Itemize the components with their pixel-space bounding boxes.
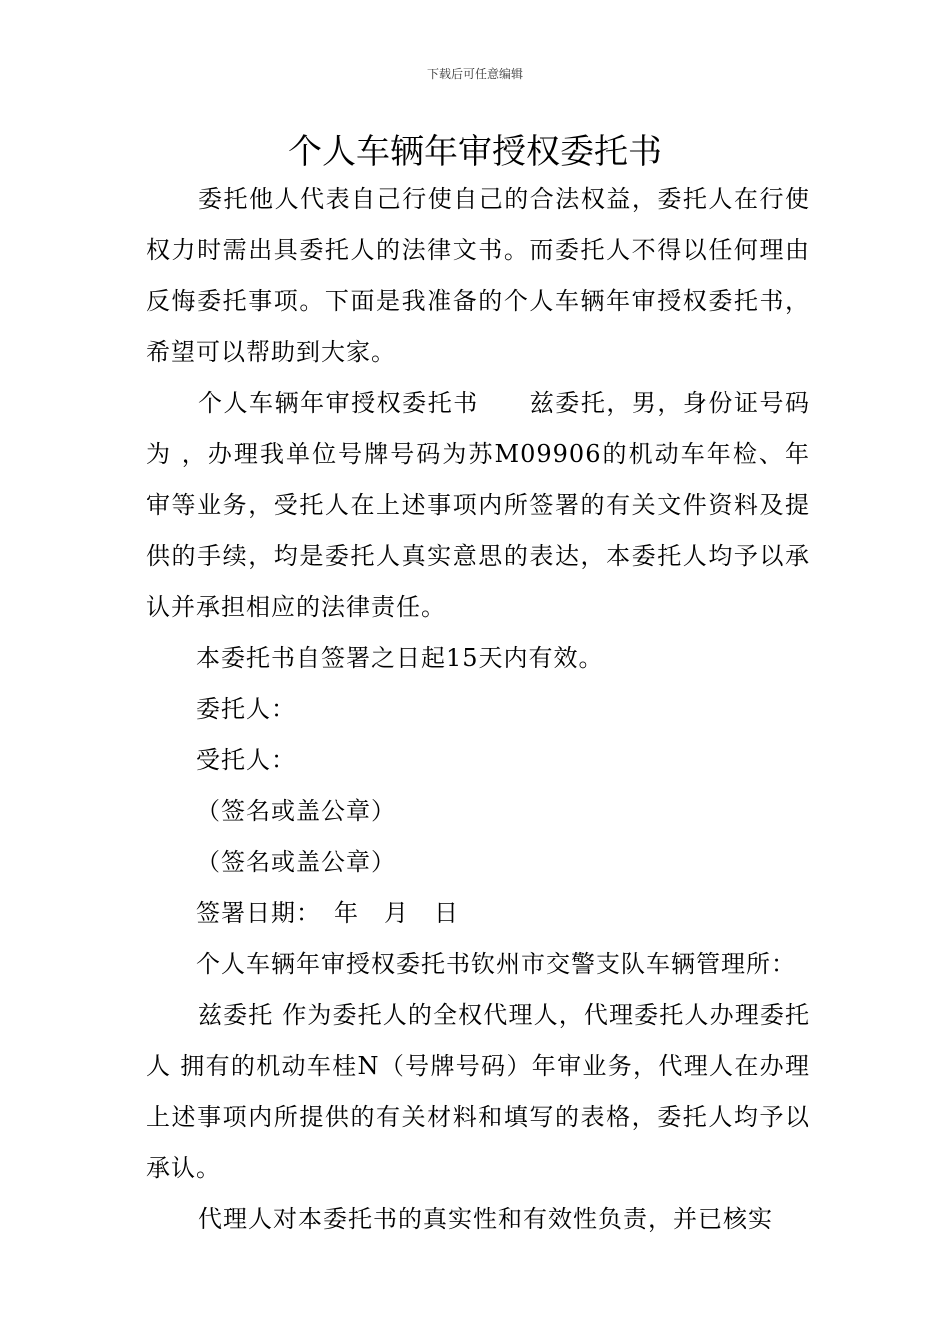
document-body — [146, 174, 810, 1245]
intro-paragraph: 委托他人代表自己行使自己的合法权益，委托人在行使权力时需出具委托人的法律文书。而委托人不得以任何理由反悔委托事项。下面是我准备的个人车辆年审授权委托书，希望可以帮助到大家。 — [146, 185, 810, 366]
second-letter-paragraph: 兹委托 作为委托人的全权代理人，代理委托人办理委托人 拥有的机动车桂N（号牌号码）年审业务，代理人在办理上述事项内所提供的有关材料和填写的表格，委托人均予以承认。 — [146, 1001, 810, 1182]
second-letter-heading: 个人车辆年审授权委托书钦州市交警支队车辆管理所： — [196, 950, 796, 978]
signing-date-line: 签署日期： 年 月 日 — [196, 899, 459, 927]
agent-line: 受托人： — [196, 746, 296, 774]
document-title: 个人车辆年审授权委托书 — [288, 132, 662, 172]
header-note: 下载后可任意编辑 — [426, 67, 523, 81]
principal-line: 委托人： — [196, 695, 296, 723]
signature-line-1: （签名或盖公章） — [196, 797, 396, 825]
authorization-paragraph: 个人车辆年审授权委托书 兹委托，男，身份证号码为 ，办理我单位号牌号码为苏M09906的机动车年检、年审等业务，受托人在上述事项内所签署的有关文件资料及提供的手续，均是委托人真实意思的表达，本委托人均予以承认并承担相应的法律责任。 — [146, 389, 810, 621]
signature-line-2: （签名或盖公章） — [196, 848, 396, 876]
validity-line: 本委托书自签署之日起15天内有效。 — [196, 644, 604, 672]
responsibility-paragraph: 代理人对本委托书的真实性和有效性负责，并已核实 — [198, 1205, 773, 1233]
